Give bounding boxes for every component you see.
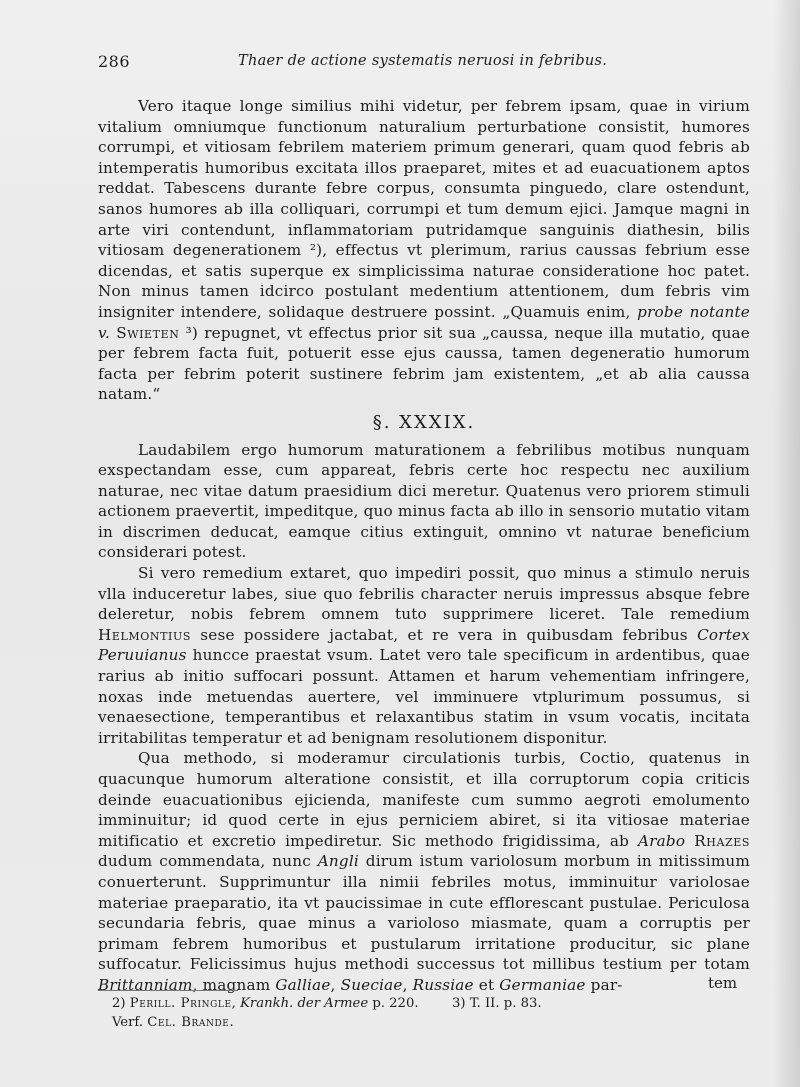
paragraph-text-segment: sese possidere jactabat, et re vera in quibusdam febribus: [190, 625, 698, 644]
paragraph-text-segment: Helmontius: [98, 625, 191, 644]
footnote-text-segment: p. 220. Verf.: [112, 996, 419, 1030]
footnote-2: [112, 994, 442, 1032]
paragraph: [98, 96, 750, 405]
footnote-text-segment: Cel. Brande: [147, 1015, 230, 1030]
running-head: Thaer de actione systematis neruosi in febribus.: [238, 53, 608, 69]
footnote-text-segment: .: [229, 1015, 234, 1030]
paragraph-text-segment: Russiae: [412, 975, 474, 994]
paragraph-text-segment: [685, 832, 694, 850]
footnote-text-segment: Perill. Pringle: [129, 996, 232, 1011]
paragraph-text-segment: dirum istum variolosum morbum in mitissimum conuerterunt. Supprimuntur illa nimii febriles motus, imminuitur variolosae materiae praeparatio, ita vt paucissimae in cute efflorescant pustulae. Periculosa secundaria febris, quae minus a varioloso miasmate, quam a corruptis per primam febrem humoribus et pustularum irritatione producitur, sic plane suffocatur. Felicissimus hujus methodi successus tot millibus testium per totam: [98, 852, 751, 974]
footnote-text-segment: Krankh. der Armee: [240, 996, 369, 1011]
paragraph-text-segment: probe notante v.: [98, 302, 750, 342]
section-heading: §. XXXIX.: [372, 411, 476, 433]
paragraph-text-segment: ,: [402, 975, 413, 994]
footnote-divider: [98, 990, 238, 991]
paragraph-text-segment: ³) repugnet, vt effectus prior sit sua „caussa, neque illa mutatio, quae per febrem facta fuit, potuerit esse ejus caussa, tamen degeneratio humorum facta per febrim poterit sustinere febrim jam existentem, „et ab alia caussa natam.“: [98, 323, 750, 404]
paragraph-text-segment: Laudabilem ergo humorum maturationem a febrilibus motibus nunquam exspectandam esse, cum appareat, febris certe hoc respectu nec auxilium naturae, nec vitae datum praesidium dici meretur. Quatenus vero priorem stimuli actionem praevertit, impeditque, quo minus facta ab illo in sensorio mutatio vitam in discrimen deducat, eamque citius extinguit, omnino vt naturae beneficium considerari potest.: [98, 440, 750, 562]
catchword: tem: [708, 974, 738, 992]
paragraph-text-segment: Swieten: [116, 323, 180, 342]
page-edge-shadow: [772, 0, 800, 1087]
paragraph-text-segment: ,: [330, 975, 341, 994]
paragraph-text-segment: Qua methodo, si moderamur circulationis turbis, Coctio, quatenus in quacunque humorum alteratione consistit, et illa corruptorum copia criticis deinde euacuationibus ejicienda, manifeste cum summo aegroti emolumento imminuitur; id quod certe in ejus perniciem abiret, si ita vitiosae materiae mitificatio et excretio impediretur. Sic methodo frigidissima, ab: [98, 749, 750, 850]
paragraph: [98, 563, 750, 748]
footnote-text-segment: ,: [231, 996, 241, 1011]
paragraph-text-segment: Si vero remedium extaret, quo impediri possit, quo minus a stimulo neruis vlla induceretur labes, siue quo febrilis character neruis impressus absque febre deleretur, nobis febrem omnem tuto supprimere liceret. Tale remedium: [98, 564, 750, 624]
page-header: [98, 50, 738, 76]
footnote-3: 3) T. II. p. 83.: [452, 996, 542, 1011]
paragraph-text-segment: Sueciae: [340, 975, 403, 994]
paragraph: [98, 748, 750, 995]
paragraph-text-segment: Germaniae: [499, 975, 586, 994]
footnote-text-segment: 2): [112, 996, 130, 1011]
paragraph-text-segment: , magnam: [192, 975, 276, 994]
paragraph-text-segment: Arabo: [638, 831, 686, 850]
paragraph-text-segment: Brittanniam: [98, 975, 193, 994]
paragraph-text-segment: Galliae: [275, 975, 331, 994]
paragraph-text-segment: par-: [585, 975, 623, 994]
paragraph-text-segment: Angli: [317, 852, 359, 871]
paragraph-text-segment: et: [473, 975, 500, 994]
body-text: [98, 96, 750, 996]
paragraph-text-segment: Rhazes: [694, 831, 750, 850]
paragraph-text-segment: Vero itaque longe similius mihi videtur, per febrem ipsam, quae in virium vitalium omniumque functionum naturalium perturbatione consistit, humores corrumpi, et vitiosam febrilem materiem primum generari, quam quod febris ab intemperatis humoribus excitata illos praeparet, mites et ad euacuationem aptos reddat. Tabescens durante febre corpus, consumta pinguedo, clare ostendunt, sanos humores ab illa colliquari, corrumpi et tum demum ejici. Jamque magni in arte viri contendunt, inflammatoriam putridamque sanguinis diathesin, bilis vitiosam degenerationem ²), effectus vt plerimum, rarius caussas febrium esse dicendas, et satis superque ex simplicissima naturae consideratione hoc patet. Non minus tamen idcirco postulant medentium attentionem, dum febris vim insigniter intendere, solidaque destruere possint. „Quamuis enim,: [98, 97, 750, 321]
paragraph: [98, 440, 750, 564]
paragraph-text-segment: huncce praestat vsum. Latet vero tale specificum in ardentibus, quae rarius ab initio suffocari possunt. Attamen et harum vehementiam infringere, noxas inde metuendas auertere, vel imminuere vtplurimum possumus, si venaesectione, temperantibus et relaxantibus statim in vsum vocatis, incitata irritabilitas temperatur et ad benignam resolutionem disponitur.: [98, 646, 750, 747]
paragraph-text-segment: Cortex Peruuianus: [98, 625, 750, 665]
paragraph-text-segment: dudum commendata, nunc: [98, 852, 318, 871]
page-number: 286: [98, 52, 131, 71]
